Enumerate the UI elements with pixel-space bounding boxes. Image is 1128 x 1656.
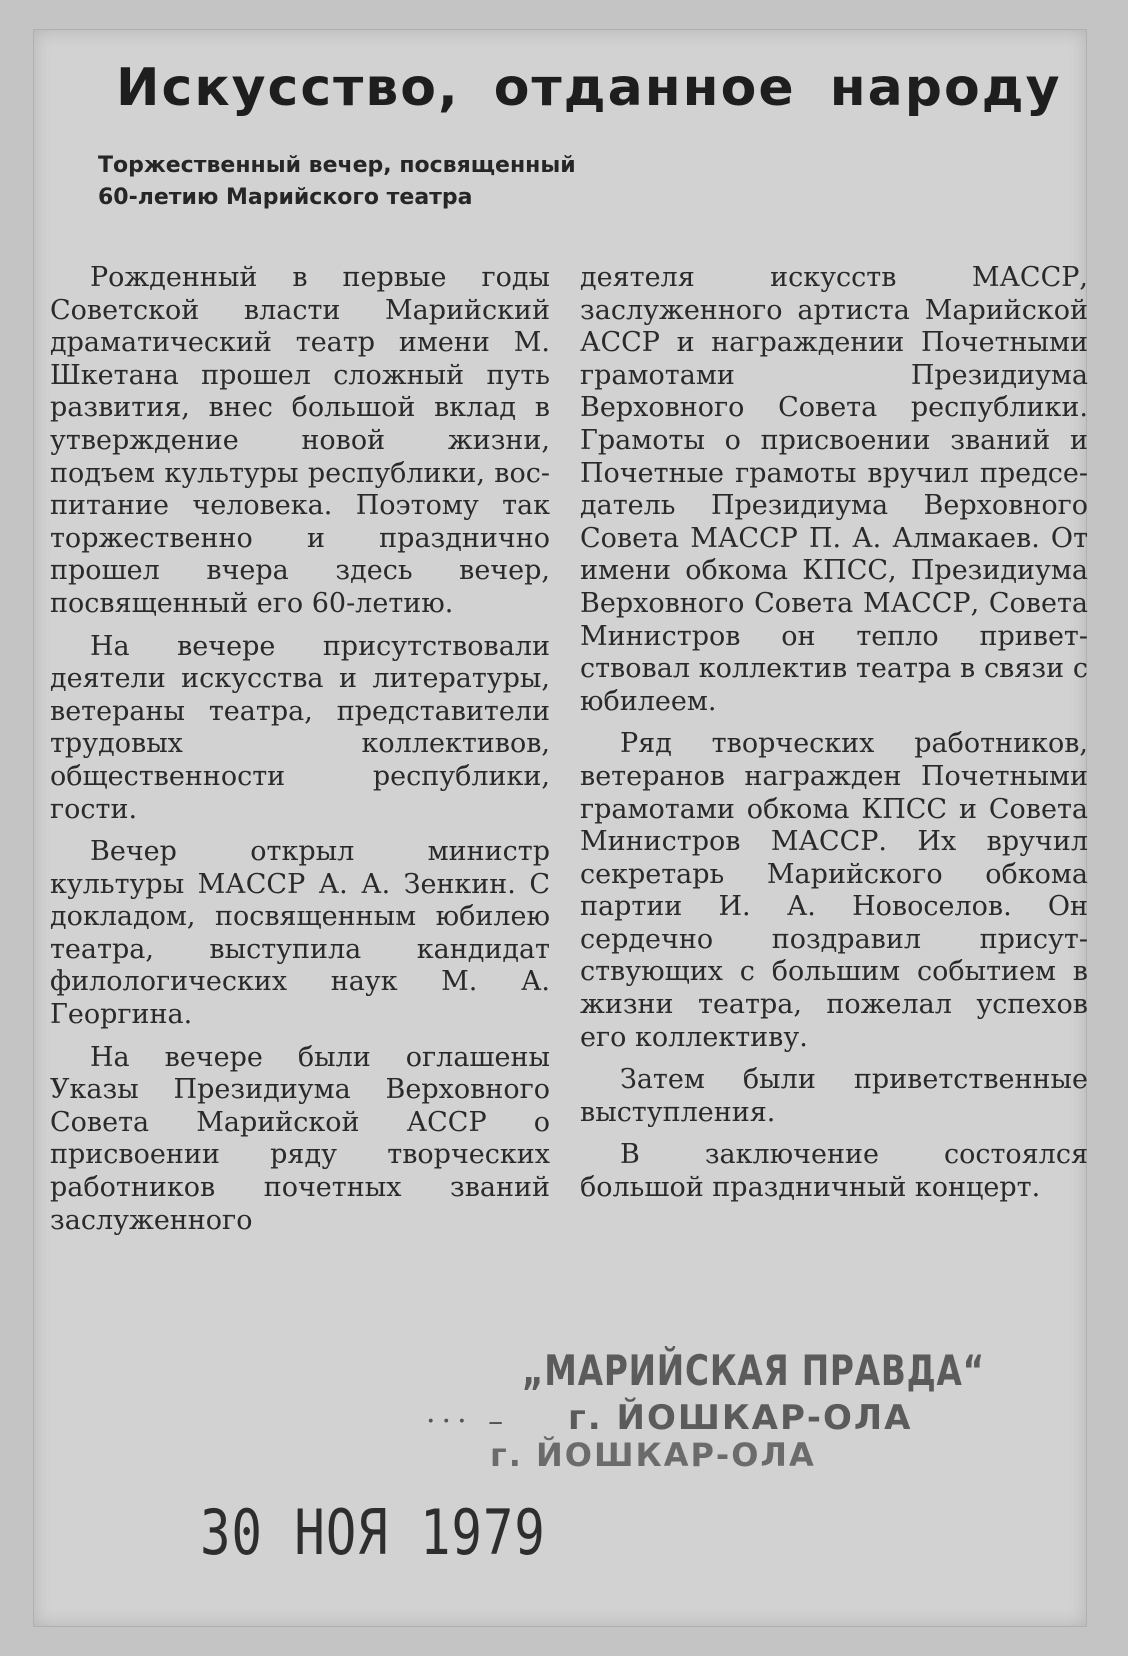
newspaper-name-stamp: „МАРИЙСКАЯ ПРАВДА“ <box>522 1346 985 1395</box>
paragraph: На вечере были оглашены Указы Президиума Верховного Совета Марийской АССР о присвоении ряду творческих работников почетных званий заслуженного <box>50 1041 550 1236</box>
stamp-smudge: ··· – <box>426 1404 510 1439</box>
article-column-left <box>50 262 550 1247</box>
article-headline: Искусство, отданное народу <box>116 58 1062 118</box>
paragraph: В заключение состоялся большой праздничный концерт. <box>580 1139 1088 1204</box>
date-stamp: 30 НОЯ 1979 <box>200 1496 546 1569</box>
article-subheadline <box>98 150 798 214</box>
subheadline-line: 60-летию Марийского театра <box>98 185 473 210</box>
paragraph-continued: деятеля искусств МАССР, заслуженного артиста Марийской АССР и награждении Почетными грамотами Президиума Верховного Совета республики. Грамоты о присвоении званий и Почетные грамоты вручил председатель Президиума Верховного Совета МАССР П. А. Алмакаев. От имени обкома КПСС, Президиума Верховного Совета МАССР, Совета Министров он тепло приветствовал коллектив театра в связи с юбилеем. <box>580 262 1088 717</box>
subheadline-line: Торжественный вечер, посвященный <box>98 153 576 178</box>
article-column-right <box>580 262 1088 1215</box>
paragraph: Рожденный в первые годы Советской власти Марийский драматический театр имени М. Шкетана прошел сложный путь развития, внес большой вклад в утверждение новой жизни, подъем культуры республики, воспитание человека. Поэтому так торжественно и празднично прошел вчера здесь вечер, посвященный его 60-летию. <box>50 262 550 619</box>
paragraph: На вечере присутствовали деятели искусства и литературы, ветераны театра, представители трудовых коллективов, общественности республики, гости. <box>50 630 550 825</box>
city-stamp: г. ЙОШКАР-ОЛА <box>568 1398 913 1438</box>
city-stamp-faded: г. ЙОШКАР-ОЛА <box>490 1436 816 1474</box>
paragraph: Ряд творческих работников, ветеранов награжден Почетными грамотами обкома КПСС и Совета Министров МАССР. Их вручил секретарь Марийского обкома партии И. А. Новоселов. Он сердечно поздравил присутствующих с большим событием в жизни театра, пожелал успехов его коллективу. <box>580 728 1088 1053</box>
paragraph: Затем были приветственные выступления. <box>580 1064 1088 1128</box>
paragraph: Вечер открыл министр культуры МАССР А. А. Зенкин. С докладом, посвященным юбилею театра, выступила кандидат филологических наук М. А. Георгина. <box>50 836 550 1031</box>
